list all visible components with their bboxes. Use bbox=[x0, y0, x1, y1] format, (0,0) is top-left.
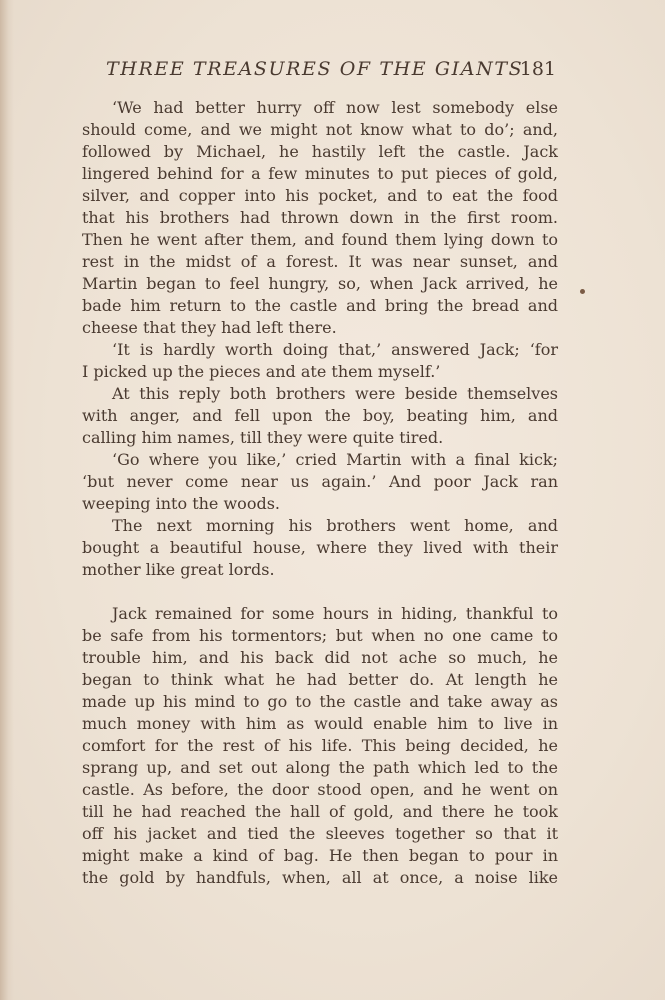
text-line: I picked up the pieces and ate them myself.’ bbox=[82, 362, 441, 381]
text-line: ‘We had better hurry off now lest somebody else bbox=[112, 98, 558, 117]
text-line: might make a kind of bag. He then began to pour in bbox=[82, 846, 558, 865]
page-header bbox=[82, 54, 558, 86]
paragraph-2 bbox=[82, 339, 558, 383]
text-line: mother like great lords. bbox=[82, 560, 275, 579]
text-line: trouble him, and his back did not ache so much, he bbox=[82, 648, 558, 667]
text-line: followed by Michael, he hastily left the castle. Jack bbox=[82, 142, 558, 161]
section-break bbox=[82, 581, 558, 603]
text-line: bought a beautiful house, where they lived with their bbox=[82, 538, 558, 557]
paragraph-6 bbox=[82, 603, 558, 889]
text-line: made up his mind to go to the castle and take away as bbox=[82, 692, 558, 711]
text-line: Martin began to feel hungry, so, when Jack arrived, he bbox=[82, 274, 558, 293]
text-line: cheese that they had left there. bbox=[82, 318, 337, 337]
text-line: Jack remained for some hours in hiding, thankful to bbox=[112, 604, 558, 623]
running-head: THREE TREASURES OF THE GIANTS bbox=[106, 58, 524, 80]
body-text bbox=[82, 97, 558, 889]
text-line: till he had reached the hall of gold, and there he took bbox=[82, 802, 558, 821]
paragraph-4 bbox=[82, 449, 558, 515]
page-number: 181 bbox=[519, 58, 556, 80]
text-line: weeping into the woods. bbox=[82, 494, 280, 513]
text-line: Then he went after them, and found them lying down to bbox=[82, 230, 558, 249]
text-line: lingered behind for a few minutes to put pieces of gold, bbox=[82, 164, 558, 183]
text-line: began to think what he had better do. At length he bbox=[82, 670, 558, 689]
text-line: off his jacket and tied the sleeves together so that it bbox=[82, 824, 558, 843]
text-line: rest in the midst of a forest. It was near sunset, and bbox=[82, 252, 558, 271]
text-line: comfort for the rest of his life. This being decided, he bbox=[82, 736, 558, 755]
text-line: with anger, and fell upon the boy, beating him, and bbox=[82, 406, 558, 425]
paragraph-1 bbox=[82, 97, 558, 339]
text-line: the gold by handfuls, when, all at once, a noise like bbox=[82, 868, 558, 887]
text-line: At this reply both brothers were beside themselves bbox=[112, 384, 558, 403]
paragraph-5 bbox=[82, 515, 558, 581]
text-line: ‘Go where you like,’ cried Martin with a final kick; bbox=[112, 450, 558, 469]
paper-spot bbox=[580, 289, 585, 294]
text-line: be safe from his tormentors; but when no one came to bbox=[82, 626, 558, 645]
text-line: silver, and copper into his pocket, and to eat the food bbox=[82, 186, 558, 205]
text-line: ‘It is hardly worth doing that,’ answered Jack; ‘for bbox=[112, 340, 558, 359]
text-line: that his brothers had thrown down in the first room. bbox=[82, 208, 558, 227]
paragraph-3 bbox=[82, 383, 558, 449]
text-line: bade him return to the castle and bring the bread and bbox=[82, 296, 558, 315]
text-line: calling him names, till they were quite tired. bbox=[82, 428, 444, 447]
page-gutter-shadow bbox=[0, 0, 14, 1000]
text-line: The next morning his brothers went home, and bbox=[112, 516, 558, 535]
text-line: should come, and we might not know what to do’; and, bbox=[82, 120, 558, 139]
text-line: ‘but never come near us again.’ And poor Jack ran bbox=[82, 472, 558, 491]
text-line: castle. As before, the door stood open, and he went on bbox=[82, 780, 558, 799]
text-line: sprang up, and set out along the path which led to the bbox=[82, 758, 558, 777]
text-line: much money with him as would enable him to live in bbox=[82, 714, 558, 733]
